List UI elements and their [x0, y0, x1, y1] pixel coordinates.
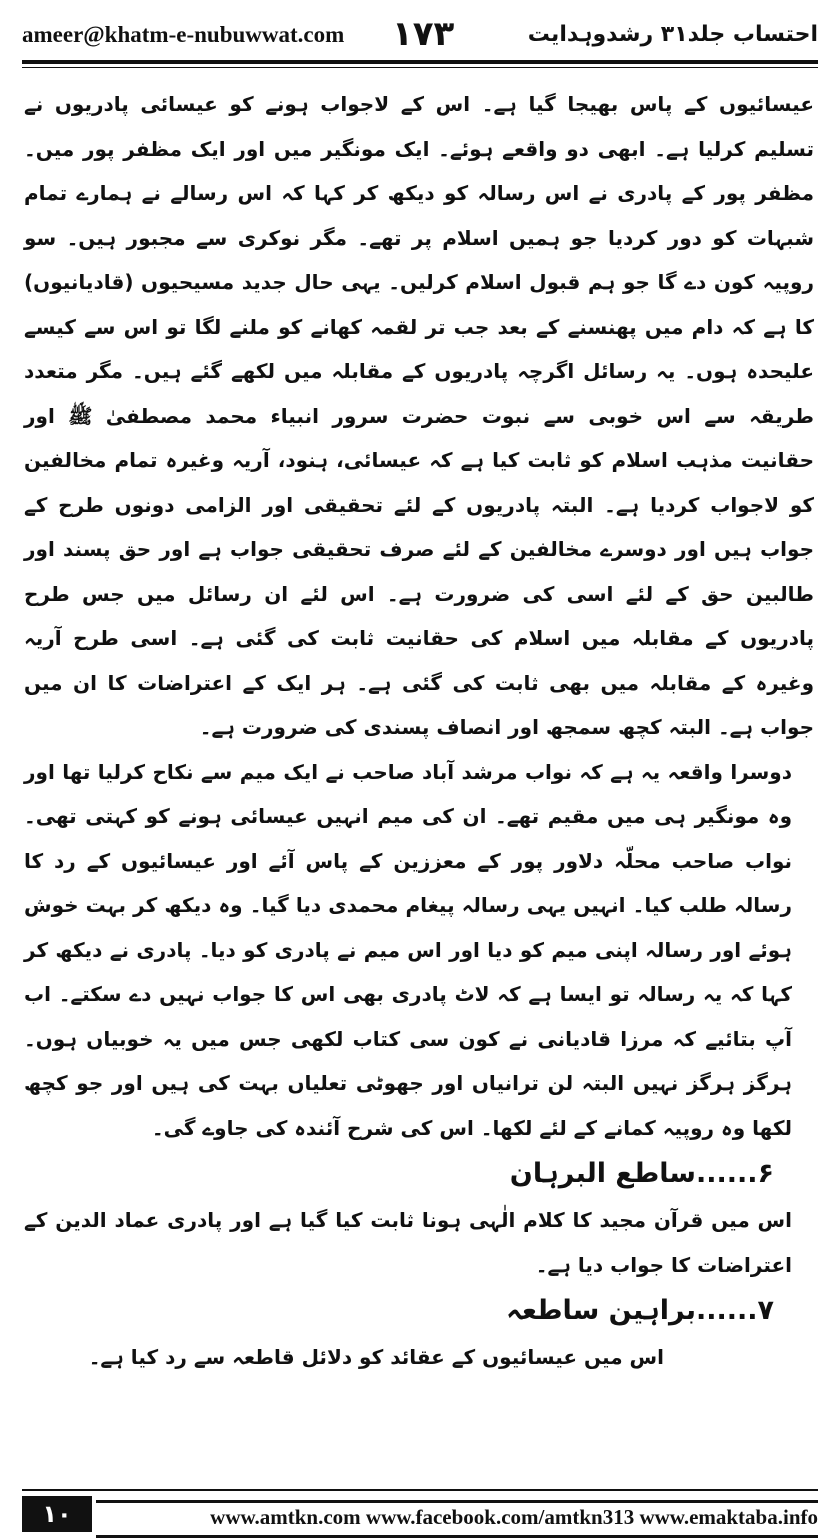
body-paragraph-1: عیسائیوں کے پاس بھیجا گیا ہے۔ اس کے لاجواب ہونے کو عیسائی پادریوں نے تسلیم کرلیا ہے۔ ابھی دو واقعے ہوئے۔ ایک مونگیر میں اور ایک مظفر پور میں۔ مظفر پور کے پادری نے اس رسالہ کو دیکھ کر کہا کہ اس رسالے نے ہمارے تمام شبہات کو دور کردیا جو ہمیں اسلام پر تھے۔ مگر نوکری سے مجبور ہیں۔ سو روپیہ کون دے گا جو ہم قبول اسلام کرلیں۔ یہی حال جدید مسیحیوں (قادیانیوں) کا ہے کہ دام میں پھنسنے کے بعد جب تر لقمہ کھانے کو ملنے لگا تو اس سے کیسے علیحدہ ہوں۔ یہ رسائل اگرچہ پادریوں کے مقابلہ میں لکھے گئے ہیں۔ مگر متعدد طریقہ سے اس خوبی سے نبوت حضرت سرور انبیاء محمد مصطفیٰ ﷺ اور حقانیت مذہب اسلام کو ثابت کیا ہے کہ عیسائی، ہنود، آریہ وغیرہ تمام مخالفین کو لاجواب کردیا ہے۔ البتہ پادریوں کے لئے تحقیقی اور الزامی دونوں طرح کے جواب ہیں اور دوسرے مخالفین کے لئے صرف تحقیقی جواب ہے اور حق پسند اور طالبین حق کے لئے اسی کی ضرورت ہے۔ اس لئے ان رسائل میں جس طرح پادریوں کے مقابلہ میں اسلام کی حقانیت ثابت کی گئی ہے۔ اسی طرح آریہ وغیرہ کے مقابلہ میں بھی ثابت کی گئی ہے۔ ہر ایک کے اعتراضات کا ان میں جواب ہے۔ البتہ کچھ سمجھ اور انصاف پسندی کی ضرورت ہے۔ [24, 92, 814, 739]
section-heading-7: ۷......براہین ساطعہ [506, 1295, 774, 1326]
footer-rule [22, 1489, 818, 1491]
header-email: ameer@khatm-e-nubuwwat.com [22, 22, 345, 47]
section-6-paragraph: اس میں قرآن مجید کا کلام الٰہی ہونا ثابت کیا گیا ہے اور پادری عماد الدین کے اعتراضات کا جواب دیا ہے۔ [24, 1208, 792, 1277]
header-page-number: ۱۷۳ [392, 14, 455, 54]
page-header [22, 14, 818, 62]
footer-bar [96, 1500, 818, 1538]
section-heading-6: ۶......ساطع البرہان [509, 1158, 774, 1189]
footer-page-number: ۱۰ [22, 1496, 92, 1532]
footer-links[interactable]: www.amtkn.com www.facebook.com/amtkn313 www.emaktaba.info [210, 1505, 818, 1529]
section-7-paragraph: اس میں عیسائیوں کے عقائد کو دلائل قاطعہ سے رد کیا ہے۔ [88, 1345, 664, 1369]
header-rule-thick [22, 60, 818, 64]
body-paragraph-2: دوسرا واقعہ یہ ہے کہ نواب مرشد آباد صاحب نے ایک میم سے نکاح کرلیا تھا اور وہ مونگیر ہی میں مقیم تھے۔ ان کی میم انہیں عیسائی ہونے کو کہتی تھی۔ نواب صاحب محلّہ دلاور پور کے معززین کے پاس آئے اور عیسائیوں کے رد کا رسالہ طلب کیا۔ انہیں یہی رسالہ پیغام محمدی دیا گیا۔ وہ دیکھ کر بہت خوش ہوئے اور رسالہ اپنی میم کو دیا اور اس میم نے پادری کو دیا۔ پادری نے دیکھ کر کہا کہ یہ رسالہ تو ایسا ہے کہ لاٹ پادری بھی اس کا جواب نہیں دے سکتے۔ اب آپ بتائیے کہ مرزا قادیانی نے کون سی کتاب لکھی جس میں یہ خوبیاں ہوں۔ ہرگز ہرگز نہیں البتہ لن ترانیاں اور جھوٹی تعلیاں بہت کی ہیں اور جو کچھ لکھا وہ روپیہ کمانے کے لئے لکھا۔ اس کی شرح آئندہ کی جاوے گی۔ [24, 759, 792, 1140]
header-rule-thin [22, 67, 818, 68]
page-body [24, 82, 814, 1380]
header-book-title: احتساب جلد۳۱ رشدوہدایت [527, 22, 818, 47]
